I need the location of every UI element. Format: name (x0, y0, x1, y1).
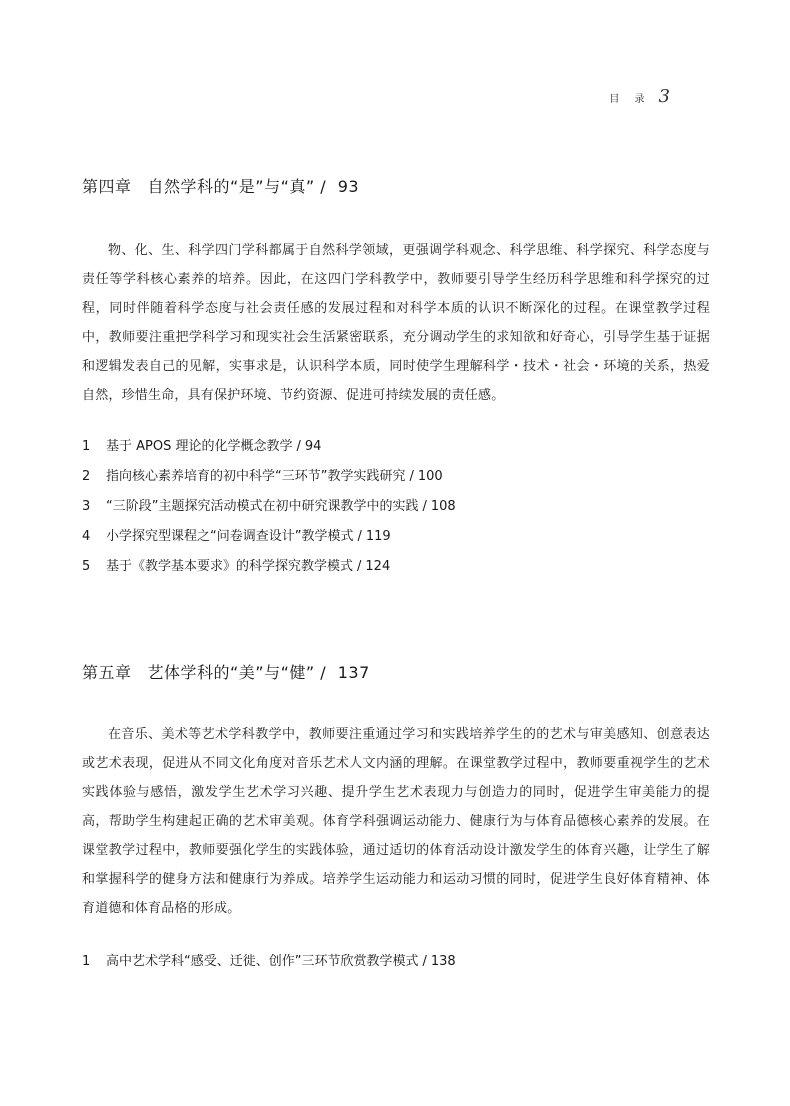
entry-title: 指向核心素养培育的初中科学“三环节”教学实践研究 (106, 469, 406, 484)
entry-page: 100 (417, 469, 443, 484)
toc-entry[interactable]: 5 基于《教学基本要求》的科学探究教学模式 / 124 (82, 552, 710, 582)
toc-entry[interactable]: 1 基于 APOS 理论的化学概念教学 / 94 (82, 432, 710, 462)
entry-number: 1 (82, 439, 91, 454)
chapter-heading[interactable]: 第五章 艺体学科的“美”与“健” / 137 (82, 663, 370, 682)
entry-title: 基于《教学基本要求》的科学探究教学模式 (106, 559, 354, 574)
toc-entry[interactable]: 4 小学探究型课程之“问卷调查设计”教学模式 / 119 (82, 522, 710, 552)
entry-title: 高中艺术学科“感受、迁徙、创作”三环节欣赏教学模式 (106, 954, 419, 969)
entry-number: 2 (82, 469, 91, 484)
entry-title: “三阶段”主题探究活动模式在初中研究课教学中的实践 (106, 499, 419, 514)
chapter-page: 137 (337, 663, 370, 682)
entry-page: 138 (430, 954, 456, 969)
chapter-4 (82, 176, 710, 582)
chapter-number: 第五章 (82, 663, 132, 682)
toc-list (82, 432, 710, 582)
entry-number: 3 (82, 499, 91, 514)
toc-entry[interactable]: 1 高中艺术学科“感受、迁徙、创作”三环节欣赏教学模式 / 138 (82, 947, 710, 977)
entry-page: 108 (430, 499, 456, 514)
chapter-summary: 在音乐、美术等艺术学科教学中，教师要注重通过学习和实践培养学生的的艺术与审美感知、创意表达或艺术表现，促进从不同文化角度对音乐艺术人文内涵的理解。在课堂教学过程中，教师要重视学生的艺术实践体验与感悟，激发学生艺术学习兴趣、提升学生艺术表现力与创造力的同时，促进学生审美能力的提高，帮助学生构建起正确的艺术审美观。体育学科强调运动能力、健康行为与体育品德核心素养的发展。在课堂教学过程中，教师要强化学生的实践体验，通过适切的体育活动设计激发学生的体育兴趣，让学生了解和掌握科学的健身方法和健康行为养成。培养学生运动能力和运动习惯的同时，促进学生良好体育精神、体育道德和体育品格的形成。 (82, 727, 710, 916)
entry-number: 1 (82, 954, 91, 969)
entry-number: 4 (82, 529, 91, 544)
entry-page: 124 (365, 559, 391, 574)
chapter-5 (82, 662, 710, 977)
toc-list (82, 947, 710, 977)
toc-entry[interactable]: 3 “三阶段”主题探究活动模式在初中研究课教学中的实践 / 108 (82, 492, 710, 522)
chapter-title: 自然学科的“是”与“真” (147, 177, 315, 196)
chapter-summary: 物、化、生、科学四门学科都属于自然科学领域，更强调学科观念、科学思维、科学探究、科学态度与责任等学科核心素养的培养。因此，在这四门学科教学中，教师要引导学生经历科学思维和科学探究的过程，同时伴随着科学态度与社会责任感的发展过程和对科学本质的认识不断深化的过程。在课堂教学过程中，教师要注重把学科学习和现实社会生活紧密联系，充分调动学生的求知欲和好奇心，引导学生基于证据和逻辑发表自己的见解，实事求是，认识科学本质，同时使学生理解科学・技术・社会・环境的关系，热爱自然，珍惜生命，具有保护环境、节约资源、促进可持续发展的责任感。 (82, 243, 710, 403)
toc-entry[interactable]: 2 指向核心素养培育的初中科学“三环节”教学实践研究 / 100 (82, 462, 710, 492)
entry-page: 119 (365, 529, 391, 544)
chapter-title: 艺体学科的“美”与“健” (147, 663, 315, 682)
entry-page: 94 (304, 439, 322, 454)
chapter-number: 第四章 (82, 177, 132, 196)
running-header-label: 目 录 (609, 94, 651, 105)
chapter-page: 93 (337, 177, 360, 196)
entry-number: 5 (82, 559, 91, 574)
entry-title: 小学探究型课程之“问卷调查设计”教学模式 (106, 529, 354, 544)
chapter-heading[interactable]: 第四章 自然学科的“是”与“真” / 93 (82, 177, 360, 196)
entry-title: 基于 APOS 理论的化学概念教学 (106, 439, 293, 454)
page-number: 3 (658, 86, 670, 107)
running-header (609, 86, 670, 107)
